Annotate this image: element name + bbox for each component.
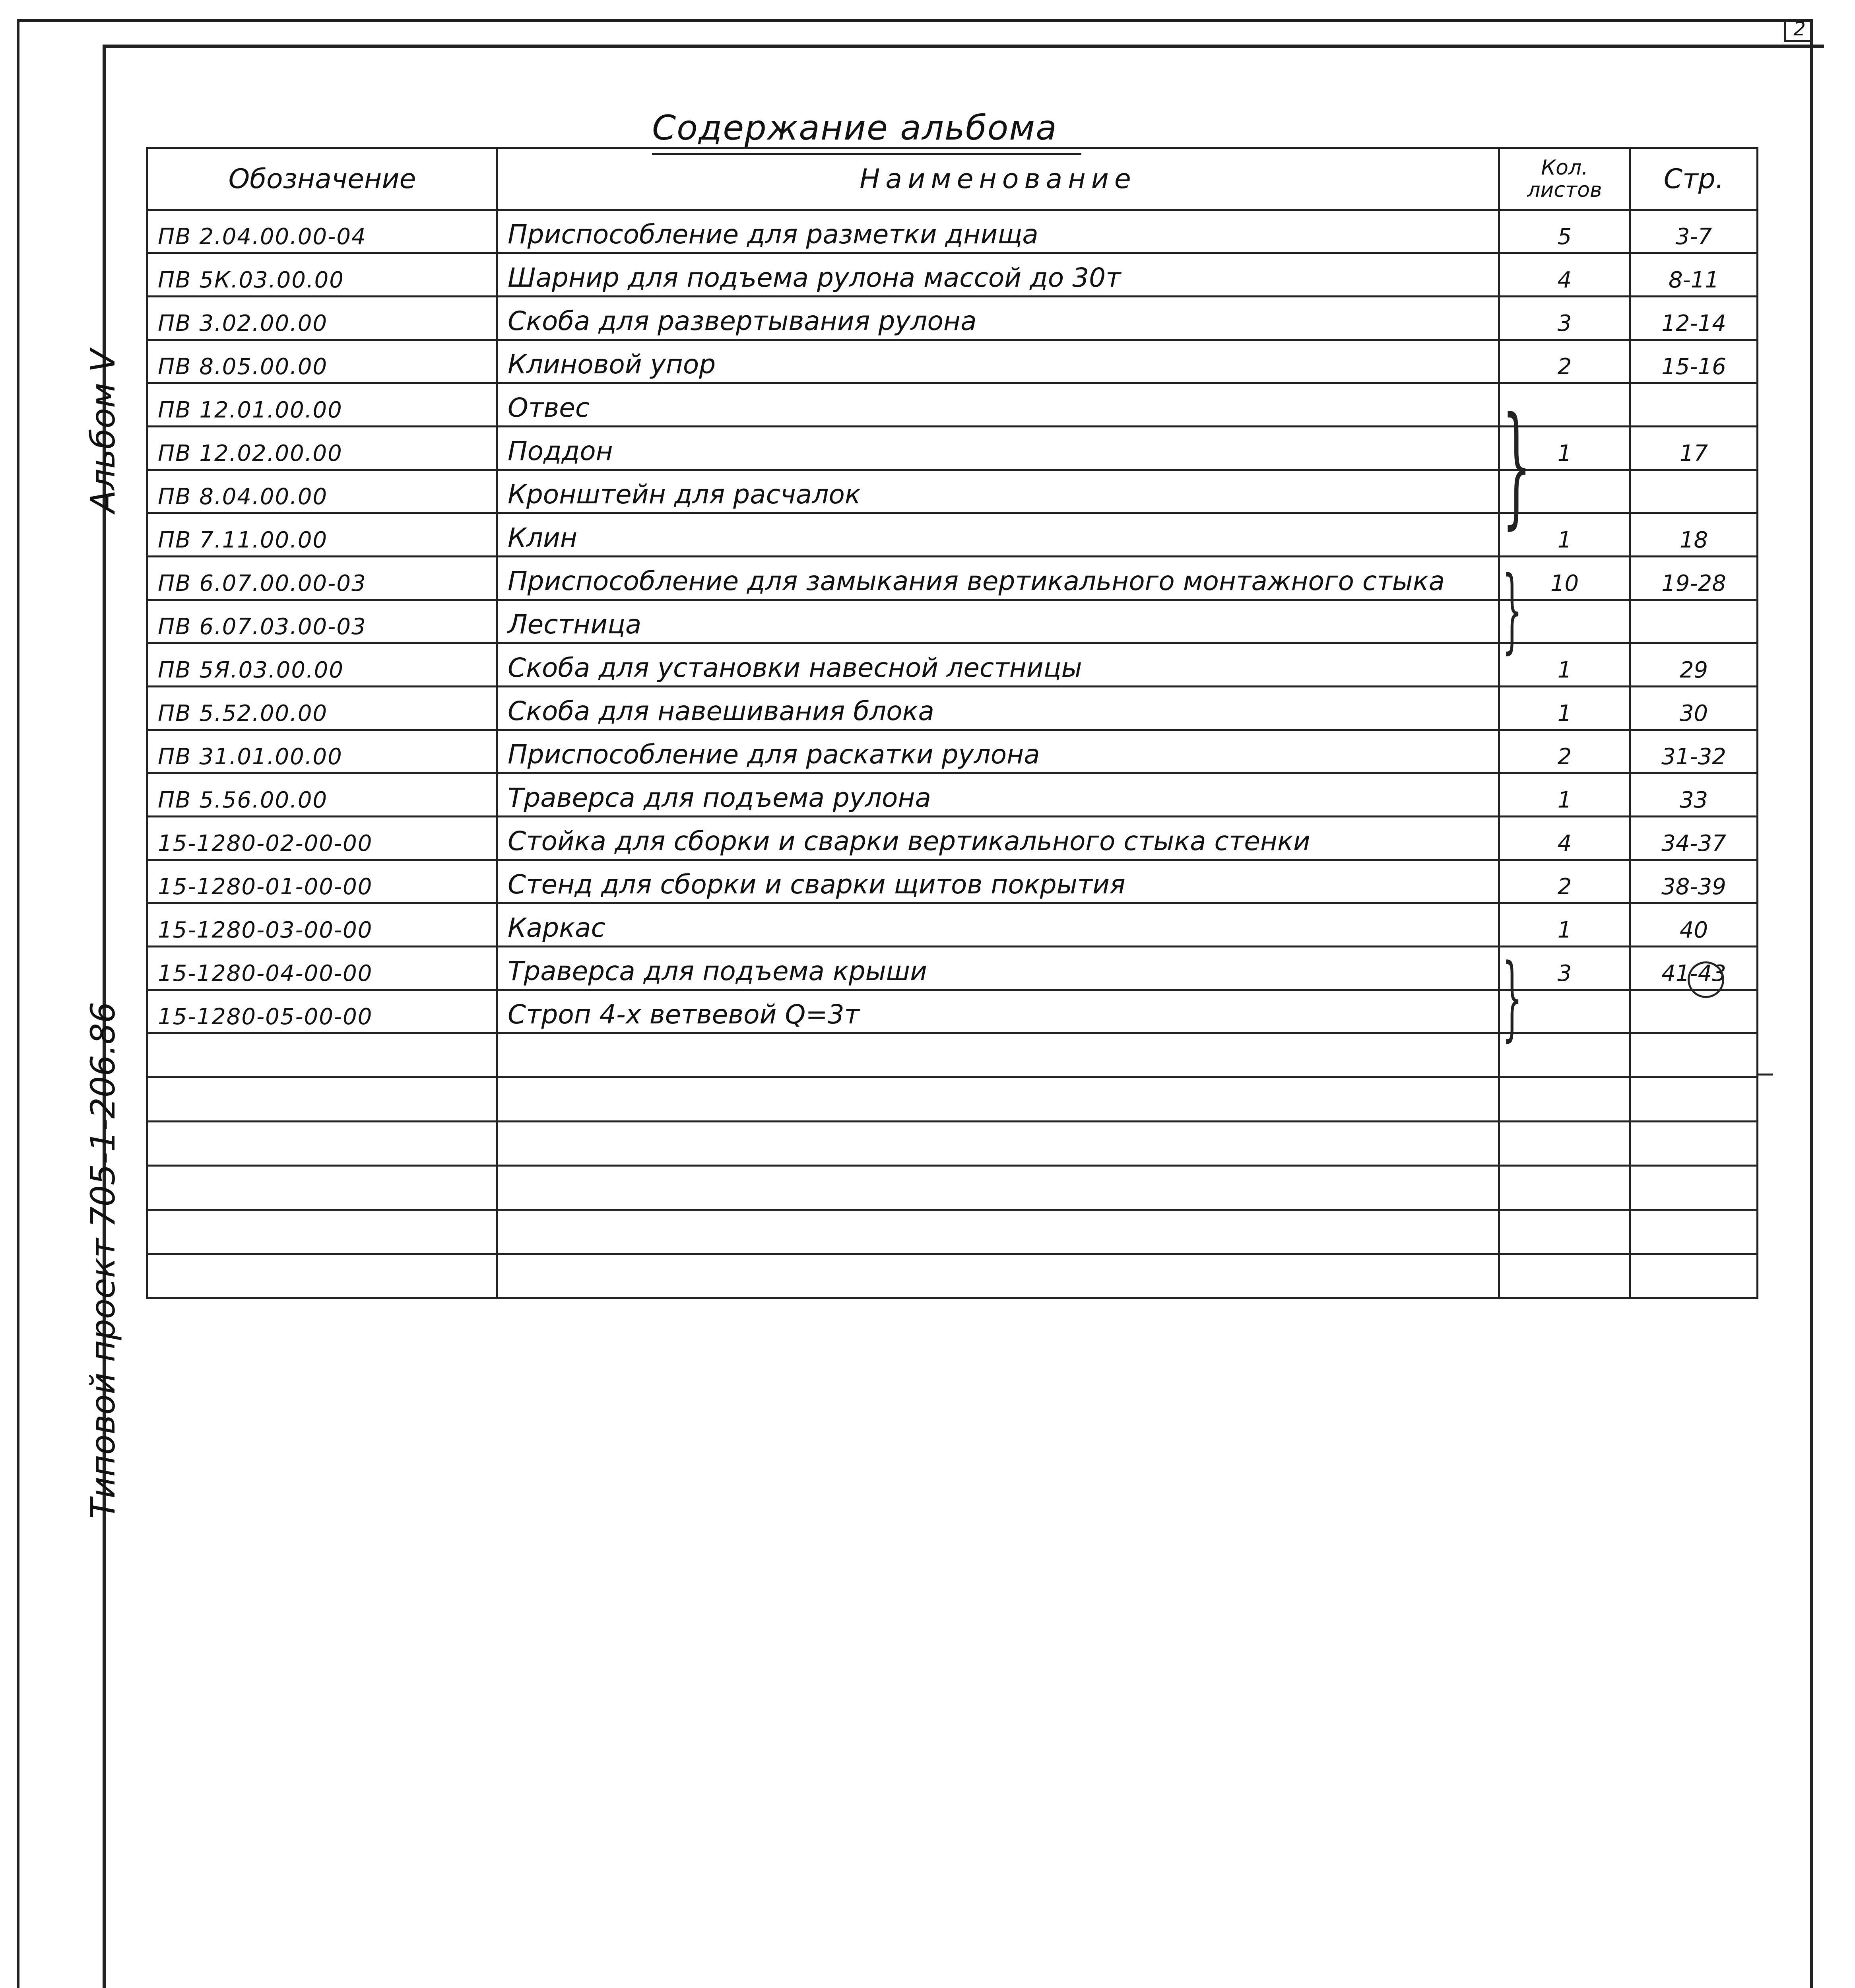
- cell-code: ПВ 6.07.03.00-03: [147, 600, 497, 643]
- cell-sheets: 1: [1499, 687, 1630, 730]
- cell-sheets: 1: [1499, 773, 1630, 817]
- table-row: [147, 817, 1758, 860]
- cell-code: ПВ 12.02.00.00: [147, 427, 497, 470]
- table-row: [147, 253, 1758, 297]
- cell-pages: 40: [1630, 903, 1758, 947]
- cell-pages: 8-11: [1630, 253, 1758, 297]
- cell-sheets: 5: [1499, 210, 1630, 253]
- page-circle-mark: [1688, 961, 1724, 998]
- header-name: Наименование: [497, 148, 1499, 210]
- brace-group-3: }: [1502, 945, 1523, 1051]
- empty-cell: [497, 1166, 1499, 1210]
- cell-name: Скоба для установки навесной лестницы: [497, 643, 1499, 687]
- cell-code: 15-1280-04-00-00: [147, 947, 497, 990]
- cell-sheets: 1: [1499, 427, 1630, 470]
- empty-cell: [147, 1210, 497, 1254]
- empty-cell: [497, 1033, 1499, 1077]
- brace-group-2: }: [1502, 557, 1523, 663]
- cell-code: ПВ 5Я.03.00.00: [147, 643, 497, 687]
- header-page: Стр.: [1630, 148, 1758, 210]
- empty-cell: [147, 1166, 497, 1210]
- empty-cell: [1630, 1254, 1758, 1298]
- side-stamp-album: Альбом V: [83, 349, 122, 513]
- empty-row: [147, 1166, 1758, 1210]
- cell-code: 15-1280-05-00-00: [147, 990, 497, 1033]
- contents-table: [146, 147, 1758, 1299]
- table-row: [147, 860, 1758, 903]
- table-row: [147, 340, 1758, 383]
- empty-cell: [497, 1254, 1499, 1298]
- cell-pages: 12-14: [1630, 297, 1758, 340]
- cell-pages: 31-32: [1630, 730, 1758, 773]
- cell-pages: [1630, 990, 1758, 1033]
- cell-pages: 29: [1630, 643, 1758, 687]
- cell-name: Клиновой упор: [497, 340, 1499, 383]
- cell-pages: 33: [1630, 773, 1758, 817]
- cell-name: Траверса для подъема крыши: [497, 947, 1499, 990]
- cell-name: Отвес: [497, 383, 1499, 427]
- empty-cell: [1499, 1077, 1630, 1122]
- empty-row: [147, 1210, 1758, 1254]
- cell-name: Приспособление для разметки днища: [497, 210, 1499, 253]
- cell-pages: 34-37: [1630, 817, 1758, 860]
- cell-sheets: 10: [1499, 557, 1630, 600]
- page-title: Содержание альбома: [652, 108, 1058, 148]
- empty-cell: [1630, 1077, 1758, 1122]
- cell-code: ПВ 8.05.00.00: [147, 340, 497, 383]
- cell-pages: 41-43: [1630, 947, 1758, 990]
- cell-name: Каркас: [497, 903, 1499, 947]
- empty-cell: [1499, 1254, 1630, 1298]
- cell-sheets: 3: [1499, 297, 1630, 340]
- cell-code: ПВ 7.11.00.00: [147, 513, 497, 557]
- empty-cell: [1499, 1122, 1630, 1166]
- cell-name: Траверса для подъема рулона: [497, 773, 1499, 817]
- cell-code: 15-1280-02-00-00: [147, 817, 497, 860]
- cell-name: Лестница: [497, 600, 1499, 643]
- header-sheets: [1499, 148, 1630, 210]
- cell-pages: [1630, 383, 1758, 427]
- cell-name: Поддон: [497, 427, 1499, 470]
- header-sheets-line2: листов: [1527, 178, 1602, 202]
- brace-group-1: }: [1502, 389, 1531, 542]
- empty-cell: [147, 1033, 497, 1077]
- empty-cell: [1499, 1210, 1630, 1254]
- cell-sheets: 1: [1499, 513, 1630, 557]
- empty-cell: [497, 1122, 1499, 1166]
- cell-pages: 18: [1630, 513, 1758, 557]
- cell-code: ПВ 5.52.00.00: [147, 687, 497, 730]
- empty-cell: [147, 1122, 497, 1166]
- empty-cell: [1630, 1210, 1758, 1254]
- cell-pages: 15-16: [1630, 340, 1758, 383]
- table-row: [147, 773, 1758, 817]
- cell-name: Приспособление для замыкания вертикального монтажного стыка: [497, 557, 1499, 600]
- cell-name: Шарнир для подъема рулона массой до 30т: [497, 253, 1499, 297]
- table-row: [147, 210, 1758, 253]
- cell-code: ПВ 5.56.00.00: [147, 773, 497, 817]
- cell-sheets: 4: [1499, 817, 1630, 860]
- header-sheets-line1: Кол.: [1541, 156, 1588, 180]
- table-row: [147, 687, 1758, 730]
- cell-code: ПВ 5К.03.00.00: [147, 253, 497, 297]
- cell-name: Скоба для развертывания рулона: [497, 297, 1499, 340]
- cell-sheets: 2: [1499, 340, 1630, 383]
- cell-sheets: 2: [1499, 730, 1630, 773]
- table-row: [147, 297, 1758, 340]
- cell-pages: 19-28: [1630, 557, 1758, 600]
- cell-pages: [1630, 470, 1758, 513]
- empty-cell: [147, 1077, 497, 1122]
- cell-pages: 30: [1630, 687, 1758, 730]
- cell-code: ПВ 8.04.00.00: [147, 470, 497, 513]
- cell-pages: 3-7: [1630, 210, 1758, 253]
- cell-pages: 38-39: [1630, 860, 1758, 903]
- table-header-row: [147, 148, 1758, 210]
- cell-sheets: 3: [1499, 947, 1630, 990]
- cell-code: ПВ 6.07.00.00-03: [147, 557, 497, 600]
- page-number: 2: [1784, 19, 1813, 42]
- empty-cell: [1499, 1166, 1630, 1210]
- cell-sheets: 4: [1499, 253, 1630, 297]
- empty-cell: [147, 1254, 497, 1298]
- empty-cell: [1630, 1166, 1758, 1210]
- cell-code: ПВ 31.01.00.00: [147, 730, 497, 773]
- cell-code: ПВ 3.02.00.00: [147, 297, 497, 340]
- cell-name: Клин: [497, 513, 1499, 557]
- cell-name: Скоба для навешивания блока: [497, 687, 1499, 730]
- cell-code: 15-1280-03-00-00: [147, 903, 497, 947]
- cell-pages: 17: [1630, 427, 1758, 470]
- empty-cell: [1630, 1033, 1758, 1077]
- cell-sheets: 2: [1499, 860, 1630, 903]
- margin-line: [1757, 1074, 1773, 1076]
- side-stamp-project: Типовой проект 705-1-206.86: [83, 1002, 122, 1519]
- cell-name: Стойка для сборки и сварки вертикального стыка стенки: [497, 817, 1499, 860]
- table-row: [147, 730, 1758, 773]
- cell-name: Приспособление для раскатки рулона: [497, 730, 1499, 773]
- cell-name: Строп 4-х ветвевой Q=3т: [497, 990, 1499, 1033]
- cell-sheets: 1: [1499, 903, 1630, 947]
- empty-cell: [497, 1077, 1499, 1122]
- cell-sheets: 1: [1499, 643, 1630, 687]
- header-code: Обозначение: [147, 148, 497, 210]
- empty-row: [147, 1254, 1758, 1298]
- cell-code: 15-1280-01-00-00: [147, 860, 497, 903]
- table-row: [147, 903, 1758, 947]
- empty-row: [147, 1122, 1758, 1166]
- cell-name: Кронштейн для расчалок: [497, 470, 1499, 513]
- empty-row: [147, 1077, 1758, 1122]
- cell-code: ПВ 12.01.00.00: [147, 383, 497, 427]
- cell-code: ПВ 2.04.00.00-04: [147, 210, 497, 253]
- cell-name: Стенд для сборки и сварки щитов покрытия: [497, 860, 1499, 903]
- cell-pages: [1630, 600, 1758, 643]
- empty-cell: [497, 1210, 1499, 1254]
- empty-cell: [1630, 1122, 1758, 1166]
- table-body: [147, 210, 1758, 1298]
